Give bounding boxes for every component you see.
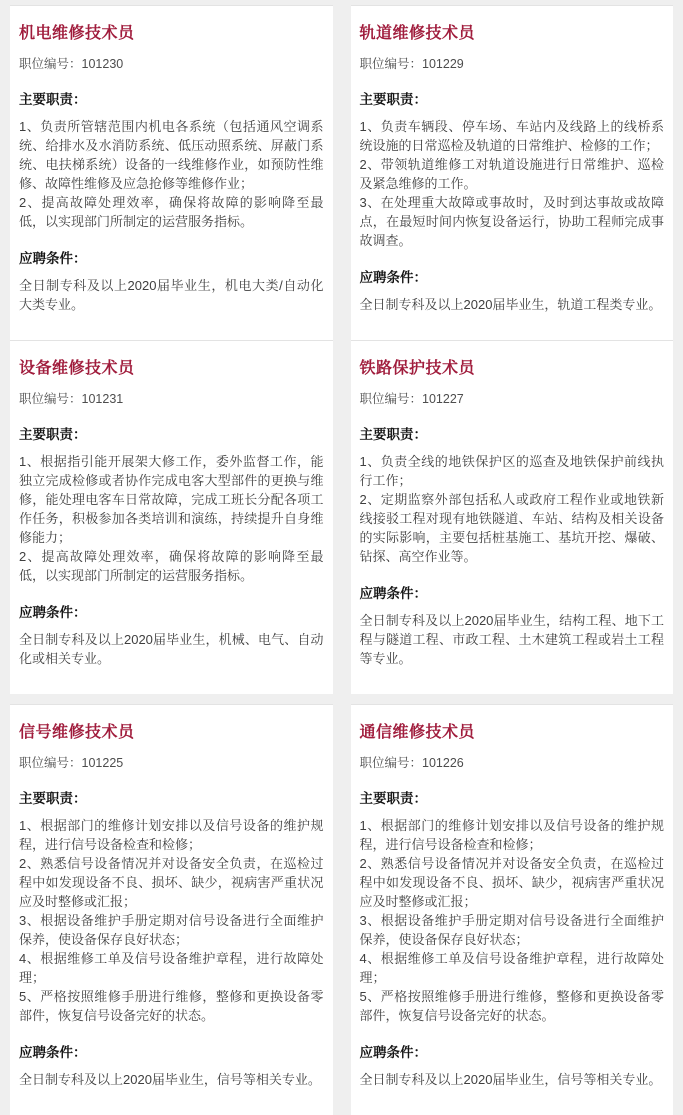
job-id-value: 101227 xyxy=(422,392,464,406)
requirement-text: 全日制专科及以上2020届毕业生，信号等相关专业。 xyxy=(359,1072,662,1087)
duty-item: 1、负责车辆段、停车场、车站内及线路上的线桥系统设施的日常巡检及轨道的日常维护、检修的工作； xyxy=(359,119,664,153)
duty-item: 2、提高故障处理效率，确保将故障的影响降至最低，以实现部门所制定的运营服务指标。 xyxy=(19,195,324,229)
duty-item: 5、严格按照维修手册进行维修，整修和更换设备零部件，恢复信号设备完好的状态。 xyxy=(359,989,664,1023)
requirement-text: 全日制专科及以上2020届毕业生，信号等相关专业。 xyxy=(19,1072,321,1087)
job-id-label: 职位编号： xyxy=(359,756,423,770)
duties-heading: 主要职责： xyxy=(359,427,427,442)
job-id xyxy=(360,753,665,771)
duty-item: 3、在处理重大故障或事故时，及时到达事故或故障点，在最短时间内恢复设备运行，协助工程师完成事故调查。 xyxy=(359,195,664,248)
duties-heading: 主要职责： xyxy=(359,791,427,806)
job-id xyxy=(360,389,665,407)
requirements-heading: 应聘条件： xyxy=(19,1045,87,1060)
job-title-link[interactable]: 铁路保护技术员 xyxy=(359,360,476,377)
duty-item: 4、根据维修工单及信号设备维护章程，进行故障处理； xyxy=(359,951,664,985)
duty-item: 2、提高故障处理效率，确保将故障的影响降至最低，以实现部门所制定的运营服务指标。 xyxy=(19,549,324,583)
job-id-label: 职位编号： xyxy=(19,756,82,770)
duties-heading: 主要职责： xyxy=(19,791,87,806)
job-card xyxy=(351,704,674,1115)
job-id xyxy=(19,753,324,771)
duty-item: 1、根据部门的维修计划安排以及信号设备的维护规程，进行信号设备检查和检修； xyxy=(19,818,324,852)
duties-heading: 主要职责： xyxy=(19,92,87,107)
job-title-link[interactable]: 设备维修技术员 xyxy=(19,360,135,377)
duty-item: 1、根据部门的维修计划安排以及信号设备的维护规程，进行信号设备检查和检修； xyxy=(359,818,664,852)
job-id-value: 101225 xyxy=(81,756,124,770)
duty-item: 2、定期监察外部包括私人或政府工程作业或地铁新线接驳工程对现有地铁隧道、车站、结构及相关设备的实际影响，主要包括桩基施工、基坑开挖、爆破、钻探、高空作业等。 xyxy=(359,492,664,564)
duty-item: 5、严格按照维修手册进行维修，整修和更换设备零部件，恢复信号设备完好的状态。 xyxy=(19,989,324,1023)
duty-item: 2、带领轨道维修工对轨道设施进行日常维护、巡检及紧急维修的工作。 xyxy=(359,157,664,191)
job-id-label: 职位编号： xyxy=(19,392,82,406)
job-id xyxy=(360,54,665,72)
requirement-text: 全日制专科及以上2020届毕业生，结构工程、地下工程与隧道工程、市政工程、土木建筑工程或岩土工程等专业。 xyxy=(359,613,664,666)
requirement-text: 全日制专科及以上2020届毕业生，机电大类/自动化大类专业。 xyxy=(19,278,324,312)
requirements-heading: 应聘条件： xyxy=(359,270,427,285)
job-card xyxy=(351,5,674,340)
job-id-label: 职位编号： xyxy=(19,57,82,71)
job-title-link[interactable]: 通信维修技术员 xyxy=(359,724,476,741)
duty-item: 1、负责全线的地铁保护区的巡查及地铁保护前线执行工作； xyxy=(359,454,664,488)
duty-item: 2、熟悉信号设备情况并对设备安全负责，在巡检过程中如发现设备不良、损坏、缺少，视病害严重状况应及时整修或汇报； xyxy=(19,856,324,909)
job-id xyxy=(19,389,324,407)
job-title-link[interactable]: 机电维修技术员 xyxy=(19,25,135,42)
duties-heading: 主要职责： xyxy=(359,92,427,107)
requirements-heading: 应聘条件： xyxy=(19,605,87,620)
job-id xyxy=(19,54,324,72)
job-title-link[interactable]: 信号维修技术员 xyxy=(19,724,135,741)
job-id-value: 101231 xyxy=(81,392,124,406)
duty-item: 4、根据维修工单及信号设备维护章程，进行故障处理； xyxy=(19,951,324,985)
job-id-value: 101230 xyxy=(81,57,124,71)
job-card xyxy=(10,704,333,1115)
requirements-heading: 应聘条件： xyxy=(359,1045,427,1060)
duties-heading: 主要职责： xyxy=(19,427,87,442)
duty-item: 3、根据设备维护手册定期对信号设备进行全面维护保养，使设备保存良好状态； xyxy=(19,913,324,947)
job-title-link[interactable]: 轨道维修技术员 xyxy=(359,25,476,42)
requirements-heading: 应聘条件： xyxy=(359,586,427,601)
job-card xyxy=(10,340,333,694)
requirement-text: 全日制专科及以上2020届毕业生，轨道工程类专业。 xyxy=(359,297,662,312)
requirement-text: 全日制专科及以上2020届毕业生，机械、电气、自动化或相关专业。 xyxy=(19,632,324,666)
job-id-label: 职位编号： xyxy=(359,392,423,406)
duty-item: 3、根据设备维护手册定期对信号设备进行全面维护保养，使设备保存良好状态； xyxy=(359,913,664,947)
job-id-label: 职位编号： xyxy=(359,57,423,71)
duty-item: 2、熟悉信号设备情况并对设备安全负责，在巡检过程中如发现设备不良、损坏、缺少，视病害严重状况应及时整修或汇报； xyxy=(359,856,664,909)
job-card xyxy=(351,340,674,694)
duty-item: 1、根据指引能开展架大修工作，委外监督工作，能独立完成检修或者协作完成电客大型部件的更换与维修，能处理电客车日常故障，完成工班长分配各项工作任务，积极参加各类培训和演练，持续提升自身维修能力； xyxy=(19,454,324,545)
job-id-value: 101229 xyxy=(422,57,464,71)
job-id-value: 101226 xyxy=(422,756,464,770)
duty-item: 1、负责所管辖范围内机电各系统（包括通风空调系统、给排水及水消防系统、低压动照系统、屏蔽门系统、电扶梯系统）设备的一线维修作业，如预防性维修、故障性维修及应急抢修等维修作业； xyxy=(19,119,324,191)
job-card xyxy=(10,5,333,340)
requirements-heading: 应聘条件： xyxy=(19,251,87,266)
